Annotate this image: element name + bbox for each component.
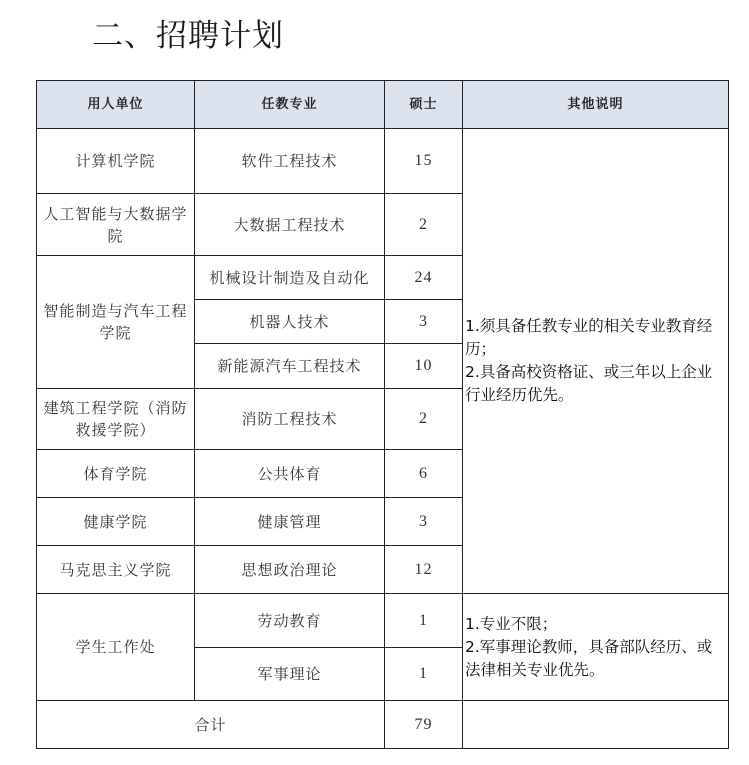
- unit-cell: 计算机学院: [37, 129, 195, 194]
- total-value: 79: [385, 701, 463, 749]
- note-line: 1.须具备任教专业的相关专业教育经历；: [465, 317, 713, 358]
- page-title: 二、招聘计划: [92, 18, 284, 54]
- major-cell: 大数据工程技术: [195, 194, 385, 256]
- count-cell: 2: [385, 389, 463, 450]
- count-cell: 10: [385, 344, 463, 389]
- header-major: 任教专业: [195, 81, 385, 129]
- table-header-row: [37, 81, 729, 129]
- table-row: [37, 129, 729, 194]
- note-line: 2.具备高校资格证、或三年以上企业行业经历优先。: [465, 363, 713, 404]
- major-cell: 军事理论: [195, 648, 385, 701]
- total-row: [37, 701, 729, 749]
- count-cell: 6: [385, 450, 463, 498]
- table-row: [37, 594, 729, 648]
- count-cell: 3: [385, 498, 463, 546]
- note-line: 1.专业不限；: [465, 614, 558, 633]
- unit-cell: 马克思主义学院: [37, 546, 195, 594]
- note-line: 2.军事理论教师，具备部队经历、或法律相关专业优先。: [465, 637, 713, 679]
- recruitment-plan-table: [36, 80, 729, 749]
- count-cell: 1: [385, 648, 463, 701]
- unit-cell: 健康学院: [37, 498, 195, 546]
- major-cell: 新能源汽车工程技术: [195, 344, 385, 389]
- header-master: 硕士: [385, 81, 463, 129]
- unit-cell: 人工智能与大数据学院: [37, 194, 195, 256]
- major-cell: 消防工程技术: [195, 389, 385, 450]
- total-label: 合计: [37, 701, 385, 749]
- notes-cell: [463, 129, 729, 594]
- count-cell: 1: [385, 594, 463, 648]
- major-cell: 健康管理: [195, 498, 385, 546]
- major-cell: 软件工程技术: [195, 129, 385, 194]
- unit-cell: 体育学院: [37, 450, 195, 498]
- unit-cell: 学生工作处: [37, 594, 195, 701]
- header-unit: 用人单位: [37, 81, 195, 129]
- major-cell: 机械设计制造及自动化: [195, 256, 385, 300]
- count-cell: 24: [385, 256, 463, 300]
- major-cell: 思想政治理论: [195, 546, 385, 594]
- notes-cell: [463, 594, 729, 701]
- major-cell: 劳动教育: [195, 594, 385, 648]
- major-cell: 机器人技术: [195, 300, 385, 344]
- total-empty-cell: [463, 701, 729, 749]
- count-cell: 15: [385, 129, 463, 194]
- count-cell: 12: [385, 546, 463, 594]
- major-cell: 公共体育: [195, 450, 385, 498]
- unit-cell: 建筑工程学院（消防救援学院）: [37, 389, 195, 450]
- count-cell: 3: [385, 300, 463, 344]
- header-notes: 其他说明: [463, 81, 729, 129]
- unit-cell: 智能制造与汽车工程学院: [37, 256, 195, 389]
- count-cell: 2: [385, 194, 463, 256]
